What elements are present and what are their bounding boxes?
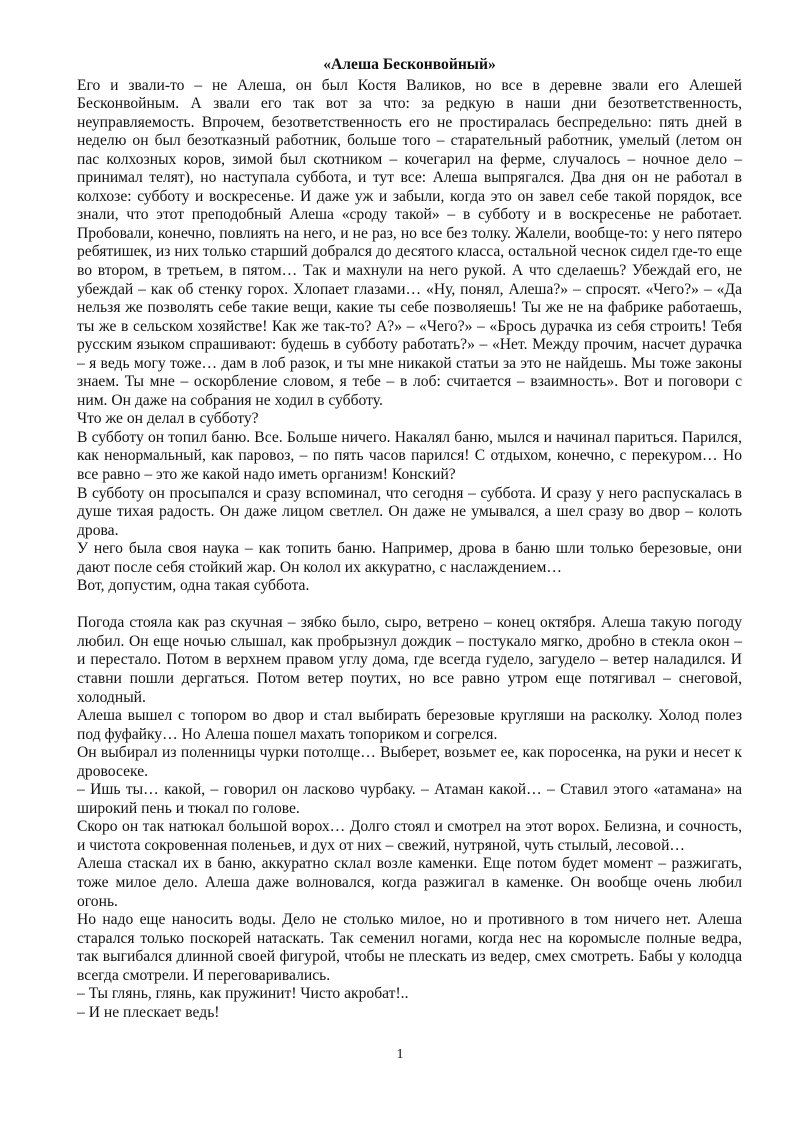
- paragraph: Но надо еще наносить воды. Дело не столько милое, но и противного в том ничего нет. Алеша старался только поскорей натаскать. Так семенил ногами, когда нес на коромысле полные ведра, так выгибался длинной своей фигурой, чтобы не плескать из ведер, смех смотреть. Бабы у колодца всегда смотрели. И переговаривались.: [77, 911, 742, 984]
- section-gap: [77, 596, 742, 615]
- paragraph: В субботу он топил баню. Все. Больше ничего. Накалял баню, мылся и начинал париться. Парился, как ненормальный, как паровоз, – по пять часов парился! С отдыхом, конечно, с перекуром… Но все равно – это же какой надо иметь организм! Конский?: [77, 428, 742, 484]
- paragraph: Его и звали-то – не Алеша, он был Костя Валиков, но все в деревне звали его Алешей Бесконвойным. А звали его так вот за что: за редкую в наши дни безответственность, неуправляемость. Впрочем, безответственность его не простиралась беспредельно: пять дней в неделю он был безотказный работник, больше того – старательный работник, умелый (летом он пас колхозных коров, зимой был скотником – кочегарил на ферме, случалось – ночное дело – принимал телят), но наступала суббота, и тут все: Алеша выпрягался. Два дня он не работал в колхозе: субботу и воскресенье. И даже уж и забыли, когда это он завел себе такой порядок, все знали, что этот преподобный Алеша «сроду такой» – в субботу и в воскресенье не работает. Пробовали, конечно, повлиять на него, и не раз, но все без толку. Жалели, вообще-то: у него пятеро ребятишек, из них только старший добрался до десятого класса, остальной чеснок сидел где-то еще во втором, в третьем, в пятом… Так и махнули на него рукой. А что сделаешь? Убеждай его, не убеждай – как об стенку горох. Хлопает глазами… «Ну, понял, Алеша?» – спросят. «Чего?» – «Да нельзя же позволять себе такие вещи, какие ты себе позволяешь! Ты же не на фабрике работаешь, ты же в сельском хозяйстве! Как же так-то? А?» – «Чего?» – «Брось дурачка из себя строить! Тебя русским языком спрашивают: будешь в субботу работать?» – «Нет. Между прочим, насчет дурачка – я ведь могу тоже… дам в лоб разок, и ты мне никакой статьи за это не найдешь. Мы тоже законы знаем. Ты мне – оскорбление словом, я тебе – в лоб: считается – взаимность». Вот и поговори с ним. Он даже на собрания не ходил в субботу.: [77, 76, 742, 409]
- paragraph: – И не плескает ведь!: [77, 1003, 220, 1021]
- paragraph: Погода стояла как раз скучная – зябко было, сыро, ветрено – конец октября. Алеша такую погоду любил. Он еще ночью слышал, как пробрызнул дождик – постукало мягко, дробно в стекла окон – и перестало. Потом в верхнем правом углу дома, где всегда гудело, загудело – ветер наладился. И ставни пошли дергаться. Потом ветер поутих, но все равно утром еще потягивал – снеговой, холодный.: [77, 614, 742, 706]
- body-section-2: [77, 614, 742, 1022]
- document-page: [77, 56, 742, 1022]
- paragraph: У него была своя наука – как топить баню. Например, дрова в баню шли только березовые, они дают после себя стойкий жар. Он колол их аккуратно, с наслаждением…: [77, 540, 742, 576]
- story-title: «Алеша Бесконвойный»: [323, 56, 496, 73]
- paragraph: Вот, допустим, одна такая суббота.: [77, 577, 310, 595]
- page-number: 1: [396, 1047, 404, 1062]
- body-section-1: [77, 77, 742, 596]
- paragraph: Алеша вышел с топором во двор и стал выбирать березовые кругляши на расколку. Холод полез под фуфайку… Но Алеша пошел махать топориком и согрелся.: [77, 707, 742, 743]
- paragraph: Он выбирал из поленницы чурки потолще… Выберет, возьмет ее, как поросенка, на руки и несет к дровосеке.: [77, 744, 742, 780]
- paragraph: – Ты глянь, глянь, как пружинит! Чисто акробат!..: [77, 985, 409, 1003]
- paragraph: В субботу он просыпался и сразу вспоминал, что сегодня – суббота. И сразу у него распускалась в душе тихая радость. Он даже лицом светлел. Он даже не умывался, а шел сразу во двор – колоть дрова.: [77, 484, 742, 539]
- paragraph: – Ишь ты… какой, – говорил он ласково чурбаку. – Атаман какой… – Ставил этого «атамана» на широкий пень и тюкал по голове.: [77, 781, 742, 817]
- paragraph: Что же он делал в субботу?: [77, 410, 259, 428]
- paragraph: Скоро он так натюкал большой ворох… Долго стоял и смотрел на этот ворох. Белизна, и сочность, и чистота сокровенная поленьев, и дух от них – свежий, нутряной, чуть стылый, лесовой…: [77, 818, 742, 854]
- paragraph: Алеша стаскал их в баню, аккуратно склал возле каменки. Еще потом будет момент – разжигать, тоже милое дело. Алеша даже волновался, когда разжигал в каменке. Он вообще очень любил огонь.: [77, 855, 742, 910]
